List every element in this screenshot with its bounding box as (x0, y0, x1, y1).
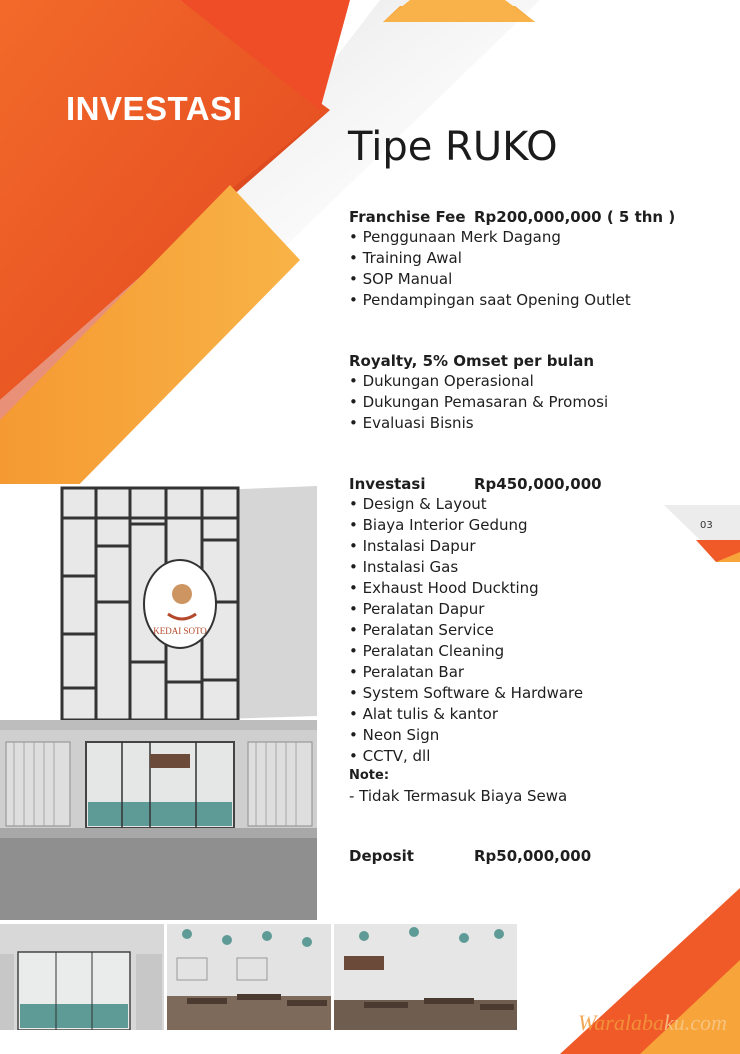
list-item: • System Software & Hardware (349, 683, 729, 704)
franchise-fee-label: Franchise Fee (349, 208, 466, 226)
storefront-render-image (0, 484, 317, 920)
list-item: • Training Awal (349, 248, 729, 269)
list-item: • Instalasi Dapur (349, 536, 729, 557)
list-item: • Peralatan Service (349, 620, 729, 641)
royalty-section (349, 351, 729, 434)
list-item: • Dukungan Operasional (349, 371, 729, 392)
list-item: • SOP Manual (349, 269, 729, 290)
franchise-fee-section (349, 207, 729, 311)
page-number: 03 (700, 520, 713, 531)
list-item: • Peralatan Dapur (349, 599, 729, 620)
franchise-fee-heading (349, 207, 729, 227)
list-item: • Biaya Interior Gedung (349, 515, 729, 536)
interior-thumbnail-1 (0, 924, 164, 1030)
franchise-fee-amount: Rp200,000,000 ( 5 thn ) (474, 208, 676, 226)
list-item: • Alat tulis & kantor (349, 704, 729, 725)
royalty-heading: Royalty, 5% Omset per bulan (349, 352, 595, 370)
watermark-part2: ku.com (663, 1010, 727, 1035)
royalty-list (349, 371, 729, 434)
franchise-fee-list (349, 227, 729, 311)
interior-thumbnail-3 (334, 924, 517, 1030)
deposit-section (349, 846, 729, 866)
investasi-heading (349, 474, 729, 494)
note-label: Note: (349, 768, 390, 783)
list-item: • Peralatan Cleaning (349, 641, 729, 662)
list-item: • Exhaust Hood Duckting (349, 578, 729, 599)
interior-thumbnail-2 (167, 924, 331, 1030)
list-item: • Pendampingan saat Opening Outlet (349, 290, 729, 311)
investasi-label: Investasi (349, 475, 426, 493)
investasi-amount: Rp450,000,000 (474, 475, 602, 493)
watermark-logo (578, 1010, 727, 1036)
deposit-amount: Rp50,000,000 (474, 847, 592, 865)
list-item: • Dukungan Pemasaran & Promosi (349, 392, 729, 413)
watermark-part1: Waralaba (578, 1010, 664, 1035)
section-header: INVESTASI (66, 90, 243, 127)
list-item: • Neon Sign (349, 725, 729, 746)
investasi-list (349, 494, 729, 767)
deposit-label: Deposit (349, 847, 414, 865)
list-item: • Peralatan Bar (349, 662, 729, 683)
deposit-heading (349, 846, 729, 866)
page-title: Tipe RUKO (348, 124, 558, 170)
list-item: • CCTV, dll (349, 746, 729, 767)
signage-brand-text: KEDAI SOTO (153, 626, 207, 636)
list-item: • Instalasi Gas (349, 557, 729, 578)
note-text: - Tidak Termasuk Biaya Sewa (349, 787, 568, 805)
investasi-section (349, 474, 729, 807)
list-item: • Penggunaan Merk Dagang (349, 227, 729, 248)
list-item: • Design & Layout (349, 494, 729, 515)
list-item: • Evaluasi Bisnis (349, 413, 729, 434)
